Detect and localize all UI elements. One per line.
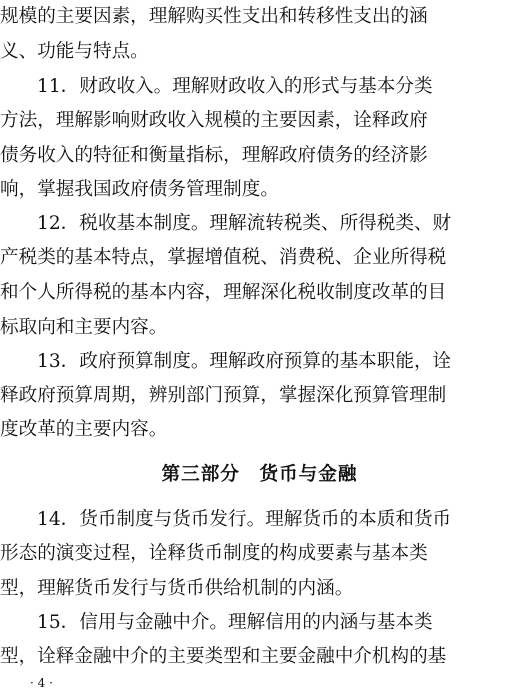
item-14-line: 14．货币制度与货币发行。理解货币的本质和货币 [37, 509, 452, 530]
text-line: 规模的主要因素，理解购买性支出和转移性支出的涵 [0, 6, 428, 27]
text-line: 和个人所得税的基本内容，理解深化税收制度改革的目 [0, 282, 447, 303]
page-number: · 4 · [30, 676, 53, 690]
text-line: 标取向和主要内容。 [0, 317, 168, 338]
text-line: 形态的演变过程，诠释货币制度的构成要素与基本类 [0, 543, 428, 564]
text-line: 型，理解货币发行与货币供给机制的内涵。 [0, 578, 354, 599]
item-12-line: 12．税收基本制度。理解流转税类、所得税类、财 [37, 213, 452, 234]
text-line: 方法，理解影响财政收入规模的主要因素，诠释政府 [0, 110, 428, 131]
text-line: 债务收入的特征和衡量指标，理解政府债务的经济影 [0, 145, 428, 166]
item-11-line: 11．财政收入。理解财政收入的形式与基本分类 [37, 76, 433, 97]
section-heading: 第三部分 货币与金融 [161, 464, 358, 485]
text-line: 型，诠释金融中介的主要类型和主要金融中介机构的基 [0, 646, 447, 667]
text-line: 度改革的主要内容。 [0, 419, 168, 440]
item-13-line: 13．政府预算制度。理解政府预算的基本职能，诠 [37, 351, 452, 372]
item-15-line: 15．信用与金融中介。理解信用的内涵与基本类 [37, 612, 433, 633]
text-line: 义、功能与特点。 [0, 41, 149, 62]
text-line: 响，掌握我国政府债务管理制度。 [0, 179, 279, 200]
text-line: 产税类的基本特点，掌握增值税、消费税、企业所得税 [0, 247, 447, 268]
text-line: 释政府预算周期，辨别部门预算，掌握深化预算管理制 [0, 385, 447, 406]
